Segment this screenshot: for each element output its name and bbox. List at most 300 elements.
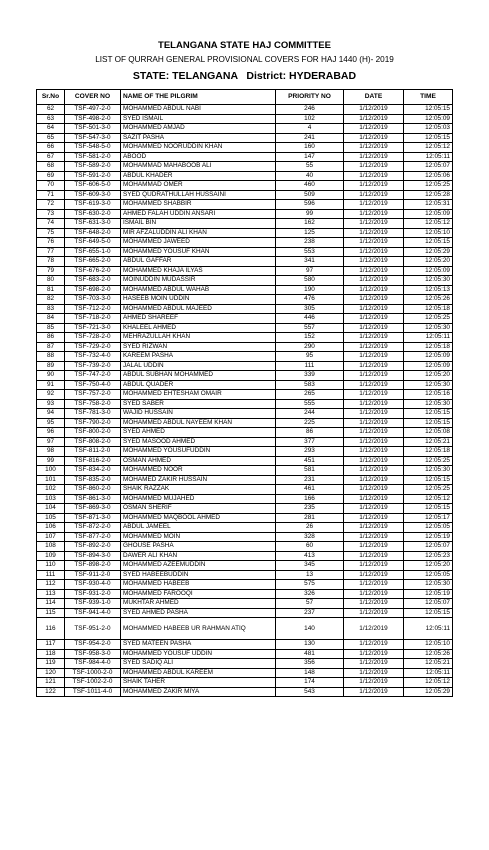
cell-cover-no: TSF-941-4-0 — [65, 608, 121, 618]
cell-pilgrim-name: MOHAMMED ABDUL NABI — [121, 105, 276, 115]
cell-time: 12:05:12 — [404, 219, 453, 229]
cell-cover-no: TSF-958-3-0 — [65, 649, 121, 659]
cell-date: 1/12/2019 — [344, 687, 404, 697]
cell-cover-no: TSF-683-2-0 — [65, 276, 121, 286]
table-row — [37, 504, 453, 514]
cell-cover-no: TSF-869-3-0 — [65, 504, 121, 514]
cell-cover-no: TSF-676-2-0 — [65, 266, 121, 276]
cell-pilgrim-name: ABDUL JAMEEL — [121, 523, 276, 533]
cell-priority-no: 95 — [276, 352, 344, 362]
cell-date: 1/12/2019 — [344, 447, 404, 457]
cell-pilgrim-name: HASEEB MOIN UDDIN — [121, 295, 276, 305]
cell-sr-no: 75 — [37, 228, 65, 238]
cell-sr-no: 82 — [37, 295, 65, 305]
cell-sr-no: 87 — [37, 342, 65, 352]
cell-cover-no: TSF-860-2-0 — [65, 485, 121, 495]
cell-sr-no: 110 — [37, 561, 65, 571]
cell-priority-no: 111 — [276, 361, 344, 371]
cell-time: 12:05:30 — [404, 466, 453, 476]
cell-cover-no: TSF-816-2-0 — [65, 456, 121, 466]
cell-pilgrim-name: OSMAN AHMED — [121, 456, 276, 466]
cell-pilgrim-name: MIR AFZALUDDIN ALI KHAN — [121, 228, 276, 238]
cell-cover-no: TSF-728-2-0 — [65, 333, 121, 343]
cell-sr-no: 71 — [37, 190, 65, 200]
cell-time: 12:05:11 — [404, 618, 453, 640]
cell-priority-no: 265 — [276, 390, 344, 400]
cell-date: 1/12/2019 — [344, 361, 404, 371]
cell-pilgrim-name: MOHAMMED ZAKIR MIYA — [121, 687, 276, 697]
cell-cover-no: TSF-757-2-0 — [65, 390, 121, 400]
cell-time: 12:05:09 — [404, 352, 453, 362]
cell-cover-no: TSF-649-5-0 — [65, 238, 121, 248]
cell-cover-no: TSF-877-2-0 — [65, 532, 121, 542]
cell-date: 1/12/2019 — [344, 124, 404, 134]
cell-priority-no: 509 — [276, 190, 344, 200]
cell-time: 12:05:15 — [404, 475, 453, 485]
cell-cover-no: TSF-591-2-0 — [65, 171, 121, 181]
cell-cover-no: TSF-739-2-0 — [65, 361, 121, 371]
cell-date: 1/12/2019 — [344, 409, 404, 419]
table-body — [37, 105, 453, 697]
cell-pilgrim-name: MOHAMMED ABDUL WAHAB — [121, 285, 276, 295]
cell-pilgrim-name: SAZIT PASHA — [121, 133, 276, 143]
cell-pilgrim-name: SYED SADIQ ALI — [121, 659, 276, 669]
cell-sr-no: 113 — [37, 589, 65, 599]
cell-date: 1/12/2019 — [344, 561, 404, 571]
table-row — [37, 447, 453, 457]
table-row — [37, 371, 453, 381]
cell-time: 12:05:05 — [404, 570, 453, 580]
cell-date: 1/12/2019 — [344, 551, 404, 561]
cell-cover-no: TSF-501-3-0 — [65, 124, 121, 134]
cell-sr-no: 77 — [37, 247, 65, 257]
cell-time: 12:05:15 — [404, 133, 453, 143]
cell-date: 1/12/2019 — [344, 276, 404, 286]
cell-pilgrim-name: MOHAMMED AMJAD — [121, 124, 276, 134]
cell-pilgrim-name: MOHAMED ZAKIR HUSSAIN — [121, 475, 276, 485]
cell-sr-no: 109 — [37, 551, 65, 561]
cell-priority-no: 125 — [276, 228, 344, 238]
table-row — [37, 409, 453, 419]
table-row — [37, 190, 453, 200]
cell-pilgrim-name: MOHAMMED ABDUL NAYEEM KHAN — [121, 418, 276, 428]
cell-sr-no: 102 — [37, 485, 65, 495]
cell-sr-no: 111 — [37, 570, 65, 580]
cell-cover-no: TSF-631-3-0 — [65, 219, 121, 229]
cell-date: 1/12/2019 — [344, 295, 404, 305]
cell-sr-no: 116 — [37, 618, 65, 640]
cell-pilgrim-name: SYED AHMED — [121, 428, 276, 438]
table-row — [37, 687, 453, 697]
cell-time: 12:05:15 — [404, 105, 453, 115]
cell-sr-no: 78 — [37, 257, 65, 267]
cell-time: 12:05:25 — [404, 181, 453, 191]
cell-cover-no: TSF-729-2-0 — [65, 342, 121, 352]
cell-cover-no: TSF-930-4-0 — [65, 580, 121, 590]
cell-time: 12:05:11 — [404, 333, 453, 343]
cell-priority-no: 152 — [276, 333, 344, 343]
table-row — [37, 437, 453, 447]
cell-priority-no: 476 — [276, 295, 344, 305]
cell-priority-no: 86 — [276, 428, 344, 438]
cell-sr-no: 108 — [37, 542, 65, 552]
cell-sr-no: 100 — [37, 466, 65, 476]
cell-sr-no: 105 — [37, 513, 65, 523]
cell-priority-no: 246 — [276, 105, 344, 115]
cell-date: 1/12/2019 — [344, 570, 404, 580]
cell-priority-no: 97 — [276, 266, 344, 276]
cell-priority-no: 237 — [276, 608, 344, 618]
cell-date: 1/12/2019 — [344, 542, 404, 552]
cell-cover-no: TSF-790-2-0 — [65, 418, 121, 428]
cell-cover-no: TSF-581-2-0 — [65, 152, 121, 162]
table-row — [37, 152, 453, 162]
cell-pilgrim-name: MOHAMMED HABEEB — [121, 580, 276, 590]
cell-time: 12:05:09 — [404, 266, 453, 276]
cell-date: 1/12/2019 — [344, 133, 404, 143]
cell-date: 1/12/2019 — [344, 314, 404, 324]
table-row — [37, 640, 453, 650]
table-row — [37, 219, 453, 229]
cell-date: 1/12/2019 — [344, 114, 404, 124]
cell-cover-no: TSF-758-2-0 — [65, 399, 121, 409]
table-row — [37, 143, 453, 153]
cell-priority-no: 140 — [276, 618, 344, 640]
cell-sr-no: 95 — [37, 418, 65, 428]
cell-date: 1/12/2019 — [344, 285, 404, 295]
cell-sr-no: 122 — [37, 687, 65, 697]
cell-sr-no: 90 — [37, 371, 65, 381]
cell-date: 1/12/2019 — [344, 190, 404, 200]
cell-time: 12:05:13 — [404, 285, 453, 295]
cell-time: 12:05:10 — [404, 640, 453, 650]
cell-date: 1/12/2019 — [344, 668, 404, 678]
cell-pilgrim-name: MOHAMMED YOUSUF KHAN — [121, 247, 276, 257]
table-row — [37, 649, 453, 659]
cell-cover-no: TSF-911-2-0 — [65, 570, 121, 580]
cell-pilgrim-name: MEHRAZULLAH KHAN — [121, 333, 276, 343]
cell-pilgrim-name: MOHAMMED JAWEED — [121, 238, 276, 248]
cell-sr-no: 117 — [37, 640, 65, 650]
cell-priority-no: 147 — [276, 152, 344, 162]
col-time: TIME — [404, 90, 453, 105]
cell-sr-no: 104 — [37, 504, 65, 514]
cell-time: 12:05:21 — [404, 437, 453, 447]
cell-cover-no: TSF-630-2-0 — [65, 209, 121, 219]
table-row — [37, 608, 453, 618]
cell-sr-no: 112 — [37, 580, 65, 590]
cell-sr-no: 83 — [37, 304, 65, 314]
cell-date: 1/12/2019 — [344, 640, 404, 650]
cell-cover-no: TSF-951-2-0 — [65, 618, 121, 640]
cell-sr-no: 81 — [37, 285, 65, 295]
cell-sr-no: 63 — [37, 114, 65, 124]
cell-priority-no: 190 — [276, 285, 344, 295]
cell-priority-no: 446 — [276, 314, 344, 324]
cell-cover-no: TSF-1002-2-0 — [65, 678, 121, 688]
cell-date: 1/12/2019 — [344, 659, 404, 669]
cell-date: 1/12/2019 — [344, 466, 404, 476]
cell-date: 1/12/2019 — [344, 532, 404, 542]
cell-sr-no: 72 — [37, 200, 65, 210]
cell-priority-no: 231 — [276, 475, 344, 485]
cell-date: 1/12/2019 — [344, 580, 404, 590]
pilgrim-table — [36, 89, 453, 697]
document-subtitle: LIST OF QURRAH GENERAL PROVISIONAL COVERS FOR HAJ 1440 (H)- 2019 — [95, 55, 394, 64]
cell-time: 12:05:07 — [404, 599, 453, 609]
table-row — [37, 551, 453, 561]
cell-cover-no: TSF-732-4-0 — [65, 352, 121, 362]
table-row — [37, 589, 453, 599]
cell-sr-no: 120 — [37, 668, 65, 678]
cell-priority-no: 281 — [276, 513, 344, 523]
cell-sr-no: 70 — [37, 181, 65, 191]
cell-date: 1/12/2019 — [344, 371, 404, 381]
cell-time: 12:05:30 — [404, 399, 453, 409]
cell-priority-no: 26 — [276, 523, 344, 533]
cell-pilgrim-name: WAJID HUSSAIN — [121, 409, 276, 419]
cell-priority-no: 555 — [276, 399, 344, 409]
cell-cover-no: TSF-665-2-0 — [65, 257, 121, 267]
cell-date: 1/12/2019 — [344, 523, 404, 533]
cell-priority-no: 238 — [276, 238, 344, 248]
cell-date: 1/12/2019 — [344, 485, 404, 495]
cell-cover-no: TSF-871-3-0 — [65, 513, 121, 523]
cell-date: 1/12/2019 — [344, 352, 404, 362]
table-row — [37, 466, 453, 476]
cell-sr-no: 106 — [37, 523, 65, 533]
table-row — [37, 599, 453, 609]
cell-time: 12:05:05 — [404, 523, 453, 533]
table-row — [37, 333, 453, 343]
cell-date: 1/12/2019 — [344, 678, 404, 688]
cell-pilgrim-name: SYED AHMED PASHA — [121, 608, 276, 618]
cell-cover-no: TSF-808-2-0 — [65, 437, 121, 447]
cell-time: 12:05:30 — [404, 380, 453, 390]
cell-sr-no: 96 — [37, 428, 65, 438]
cell-cover-no: TSF-861-3-0 — [65, 494, 121, 504]
cell-priority-no: 160 — [276, 143, 344, 153]
cell-date: 1/12/2019 — [344, 266, 404, 276]
cell-time: 12:05:12 — [404, 494, 453, 504]
cell-priority-no: 57 — [276, 599, 344, 609]
cell-date: 1/12/2019 — [344, 304, 404, 314]
cell-priority-no: 557 — [276, 323, 344, 333]
table-row — [37, 668, 453, 678]
cell-date: 1/12/2019 — [344, 257, 404, 267]
cell-pilgrim-name: SYED HABEEBUDDIN — [121, 570, 276, 580]
cell-time: 12:05:25 — [404, 456, 453, 466]
table-row — [37, 247, 453, 257]
cell-sr-no: 91 — [37, 380, 65, 390]
cell-cover-no: TSF-1011-4-0 — [65, 687, 121, 697]
cell-sr-no: 114 — [37, 599, 65, 609]
cell-date: 1/12/2019 — [344, 380, 404, 390]
cell-priority-no: 596 — [276, 200, 344, 210]
cell-pilgrim-name: GHOUSE PASHA — [121, 542, 276, 552]
cell-priority-no: 460 — [276, 181, 344, 191]
table-row — [37, 494, 453, 504]
cell-time: 12:05:18 — [404, 304, 453, 314]
cell-time: 12:05:28 — [404, 190, 453, 200]
cell-time: 12:05:26 — [404, 295, 453, 305]
table-row — [37, 380, 453, 390]
cell-pilgrim-name: KHALEEL AHMED — [121, 323, 276, 333]
col-priority-no: PRIORITY NO — [276, 90, 344, 105]
cell-cover-no: TSF-497-2-0 — [65, 105, 121, 115]
cell-priority-no: 130 — [276, 640, 344, 650]
table-row — [37, 228, 453, 238]
cell-time: 12:05:31 — [404, 200, 453, 210]
table-row — [37, 532, 453, 542]
cell-cover-no: TSF-781-3-0 — [65, 409, 121, 419]
cell-sr-no: 80 — [37, 276, 65, 286]
cell-priority-no: 225 — [276, 418, 344, 428]
cell-priority-no: 461 — [276, 485, 344, 495]
cell-time: 12:05:17 — [404, 513, 453, 523]
cell-date: 1/12/2019 — [344, 418, 404, 428]
cell-priority-no: 40 — [276, 171, 344, 181]
cell-date: 1/12/2019 — [344, 599, 404, 609]
table-row — [37, 181, 453, 191]
cell-sr-no: 121 — [37, 678, 65, 688]
table-row — [37, 399, 453, 409]
cell-priority-no: 543 — [276, 687, 344, 697]
cell-time: 12:05:07 — [404, 162, 453, 172]
cell-priority-no: 356 — [276, 659, 344, 669]
table-row — [37, 266, 453, 276]
cell-priority-no: 345 — [276, 561, 344, 571]
cell-date: 1/12/2019 — [344, 247, 404, 257]
cell-priority-no: 235 — [276, 504, 344, 514]
cell-pilgrim-name: MOHAMMAD OMER — [121, 181, 276, 191]
cell-time: 12:05:11 — [404, 152, 453, 162]
cell-pilgrim-name: SHAIK RAZZAK — [121, 485, 276, 495]
cell-date: 1/12/2019 — [344, 608, 404, 618]
cell-sr-no: 89 — [37, 361, 65, 371]
cell-time: 12:05:09 — [404, 209, 453, 219]
cell-priority-no: 481 — [276, 649, 344, 659]
cell-time: 12:05:07 — [404, 542, 453, 552]
cell-priority-no: 451 — [276, 456, 344, 466]
cell-sr-no: 118 — [37, 649, 65, 659]
table-row — [37, 513, 453, 523]
cell-priority-no: 13 — [276, 570, 344, 580]
cell-sr-no: 79 — [37, 266, 65, 276]
cell-sr-no: 69 — [37, 171, 65, 181]
cell-cover-no: TSF-609-3-0 — [65, 190, 121, 200]
cell-pilgrim-name: AHMED SHAREEF — [121, 314, 276, 324]
cell-cover-no: TSF-894-3-0 — [65, 551, 121, 561]
cell-priority-no: 581 — [276, 466, 344, 476]
cell-priority-no: 290 — [276, 342, 344, 352]
cell-cover-no: TSF-954-2-0 — [65, 640, 121, 650]
cell-cover-no: TSF-703-3-0 — [65, 295, 121, 305]
cell-sr-no: 86 — [37, 333, 65, 343]
cell-sr-no: 66 — [37, 143, 65, 153]
state-district-text: STATE: TELANGANA District: HYDERABAD — [132, 70, 357, 82]
cell-date: 1/12/2019 — [344, 618, 404, 640]
table-row — [37, 456, 453, 466]
cell-priority-no: 174 — [276, 678, 344, 688]
table-row — [37, 295, 453, 305]
cell-priority-no: 583 — [276, 380, 344, 390]
cell-date: 1/12/2019 — [344, 428, 404, 438]
cell-date: 1/12/2019 — [344, 209, 404, 219]
cell-cover-no: TSF-655-1-0 — [65, 247, 121, 257]
table-row — [37, 352, 453, 362]
cell-date: 1/12/2019 — [344, 504, 404, 514]
cell-date: 1/12/2019 — [344, 238, 404, 248]
cell-sr-no: 92 — [37, 390, 65, 400]
cell-time: 12:05:15 — [404, 418, 453, 428]
cell-date: 1/12/2019 — [344, 181, 404, 191]
cell-pilgrim-name: MOHAMMAD MAHABOOB ALI — [121, 162, 276, 172]
cell-sr-no: 119 — [37, 659, 65, 669]
cell-time: 12:05:18 — [404, 342, 453, 352]
cell-date: 1/12/2019 — [344, 219, 404, 229]
cell-date: 1/12/2019 — [344, 475, 404, 485]
cell-cover-no: TSF-718-2-0 — [65, 314, 121, 324]
cell-cover-no: TSF-872-2-0 — [65, 523, 121, 533]
table-row — [37, 314, 453, 324]
cell-time: 12:05:15 — [404, 238, 453, 248]
cell-priority-no: 305 — [276, 304, 344, 314]
cell-pilgrim-name: MOHAMMED YOUSUFUDDIN — [121, 447, 276, 457]
cell-cover-no: TSF-835-2-0 — [65, 475, 121, 485]
table-row — [37, 361, 453, 371]
cell-time: 12:05:11 — [404, 668, 453, 678]
cell-pilgrim-name: ABDUL QUADER — [121, 380, 276, 390]
cell-sr-no: 73 — [37, 209, 65, 219]
document-title: TELANGANA STATE HAJ COMMITTEE — [158, 40, 331, 51]
table-row — [37, 580, 453, 590]
cell-sr-no: 74 — [37, 219, 65, 229]
cell-priority-no: 553 — [276, 247, 344, 257]
cell-cover-no: TSF-1000-2-0 — [65, 668, 121, 678]
cell-pilgrim-name: MOHAMMED AZEEMUDDIN — [121, 561, 276, 571]
cell-time: 12:05:08 — [404, 428, 453, 438]
cell-sr-no: 107 — [37, 532, 65, 542]
cell-sr-no: 85 — [37, 323, 65, 333]
cell-date: 1/12/2019 — [344, 399, 404, 409]
cell-priority-no: 55 — [276, 162, 344, 172]
cell-priority-no: 339 — [276, 371, 344, 381]
cell-pilgrim-name: MOHAMMED EHTESHAM OMAIR — [121, 390, 276, 400]
cell-pilgrim-name: MOHAMMED KHAJA ILYAS — [121, 266, 276, 276]
cell-date: 1/12/2019 — [344, 200, 404, 210]
table-row — [37, 209, 453, 219]
cell-priority-no: 575 — [276, 580, 344, 590]
cell-date: 1/12/2019 — [344, 437, 404, 447]
cell-priority-no: 4 — [276, 124, 344, 134]
cell-sr-no: 76 — [37, 238, 65, 248]
table-row — [37, 114, 453, 124]
cell-time: 12:05:18 — [404, 447, 453, 457]
table-row — [37, 304, 453, 314]
cell-pilgrim-name: KAREEM PASHA — [121, 352, 276, 362]
table-row — [37, 542, 453, 552]
cell-cover-no: TSF-834-2-0 — [65, 466, 121, 476]
cell-cover-no: TSF-498-2-0 — [65, 114, 121, 124]
cell-pilgrim-name: SYED MASOOD AHMED — [121, 437, 276, 447]
cell-pilgrim-name: MOHAMMED NOOR — [121, 466, 276, 476]
cell-cover-no: TSF-811-2-0 — [65, 447, 121, 457]
cell-pilgrim-name: SHAIK TAHER — [121, 678, 276, 688]
cell-sr-no: 103 — [37, 494, 65, 504]
cell-priority-no: 377 — [276, 437, 344, 447]
cell-time: 12:05:15 — [404, 504, 453, 514]
